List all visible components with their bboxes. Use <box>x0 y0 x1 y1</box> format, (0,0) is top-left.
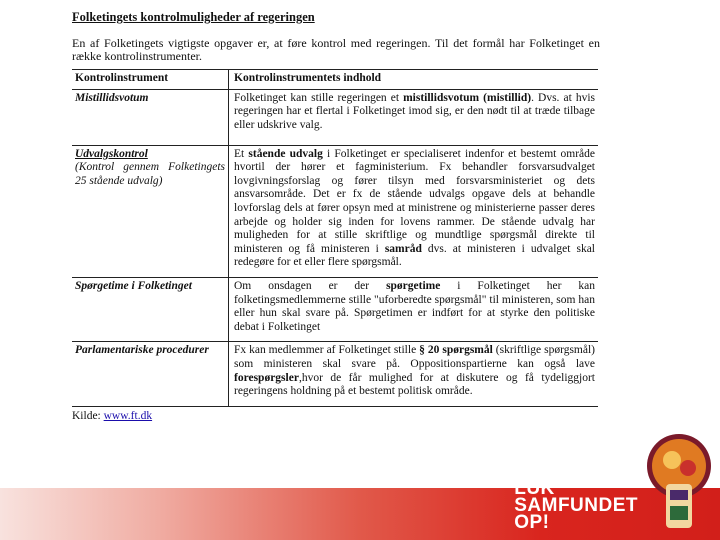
page-title: Folketingets kontrolmuligheder af regeringen <box>72 10 315 24</box>
campaign-emblem-icon <box>642 432 716 532</box>
instrument-label: Mistillidsvotum <box>75 91 149 104</box>
table-header-row <box>72 70 598 90</box>
instrument-label: Parlamentariske procedurer <box>75 344 209 357</box>
instrument-sublabel: (Kontrol gennem Folketingets 25 stående udvalg) <box>75 161 225 187</box>
source-link[interactable]: www.ft.dk <box>103 409 153 422</box>
intro-paragraph: En af Folketingets vigtigste opgaver er, at føre kontrol med regeringen. Til det formål har Folketinget en række kontrolinstrumenter. <box>72 36 600 63</box>
source-label: Kilde: <box>72 409 101 422</box>
instrument-description: Folketinget kan stille regeringen et mistillidsvotum (mistillid). Dvs. at hvis regeringen har et flertal i Folketinget imod sig, er den nødt til at træde tilbage eller udskrive valg. <box>229 89 599 145</box>
table-row <box>72 145 598 277</box>
instrument-description: Fx kan medlemmer af Folketinget stille § 20 spørgsmål (skriftlige spørgsmål) som ministeren skal svare på. Oppositionspartierne kan også lave forespørgsler,hvor de får mulighed for at diskutere og få tydeliggjort regeringens holdning på et bestemt politisk område. <box>229 342 599 406</box>
instrument-description: Om onsdagen er der spørgetime i Folketinget her kan folketingsmedlemmerne stille "uforberedte spørgsmål" til ministeren, som han eller hun skal svare på. Spørgetimen er indført for at styrke den politiske debat i Folketinget <box>229 277 599 341</box>
source-line <box>72 410 600 422</box>
instrument-label: Spørgetime i Folketinget <box>75 279 192 292</box>
instrument-label: Udvalgskontrol <box>75 147 148 160</box>
instrument-description: Et stående udvalg i Folketinget er specialiseret indenfor et bestemt område hvortil der hører et fagministerium. Fx behandler forsvarsudvalget lovgivningsforslag og fører tilsyn med forsvarsministeriet og dets ansvarsområde. Det er fx de stående udvalgs opgave dels at behandle lovforslag dels at fører opsyn med at ministrene og ministerierne passer deres arbejde og holder sig inden for lovens rammer. De stående udvalg har muligheden for at stille skriftlige og mundtlige spørgsmål direkte til ministeren og få ministeren i samråd dvs. at ministeren i udvalget skal redegøre for et eller flere spørgsmål. <box>229 145 599 277</box>
column-header-content: Kontrolinstrumentets indhold <box>229 70 599 90</box>
table-row <box>72 342 598 406</box>
table-row <box>72 277 598 341</box>
document <box>72 10 600 422</box>
table-row <box>72 89 598 145</box>
control-instruments-table <box>72 69 598 407</box>
campaign-logo: LUK SAMFUNDET OP! <box>514 478 638 533</box>
column-header-instrument: Kontrolinstrument <box>72 70 229 90</box>
